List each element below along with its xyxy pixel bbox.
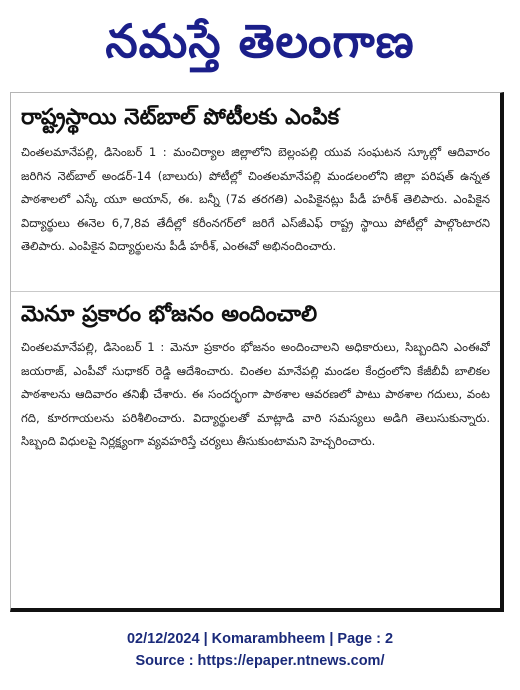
article-body: చింతలమానేపల్లి, డిసెంబర్ 1 : మెనూ ప్రకారం భోజనం అందించాలని అధికారులు, సిబ్బందిని ఎంఈవో జయరాజ్, ఎంపీవో సుధాకర్ రెడ్డి ఆదేశించారు. చింతల మానేపల్లి మండల కేంద్రంలోని కేజీబీవీ బాలికల పాఠశాలను ఆదివారం తనిఖీ చేశారు. ఈ సందర్భంగా పాఠశాల ఆవరణలో పాటు పాఠశాల గదులు, వంట గది, కూరగాయలను పరిశీలించారు. విద్యార్థులతో మాట్లాడి వారి సమస్యలు అడిగి తెలుసుకున్నారు. సిబ్బంది విధులపై నిర్లక్ష్యంగా వ్యవహరిస్తే చర్యలు తీసుకుంటామని హెచ్చరించారు.	[21, 340, 490, 449]
article-menu-food	[11, 292, 500, 526]
article-headline: మెనూ ప్రకారం భోజనం అందించాలి	[21, 302, 318, 327]
article-body: చింతలమానేపల్లి, డిసెంబర్ 1 : మంచిర్యాల జిల్లాలోని బెల్లంపల్లి యువ సంఘటన స్కూల్లో ఆదివారం జరిగిన నెట్‌బాల్ అండర్-14 (బాలురు) పోటీల్లో చింతలమానేపల్లి మండలంలోని జిల్లా పరిషత్ ఉన్నత పాఠశాలలో ఎస్కే యూ అయాన్, ఈ. బన్నీ (7వ తరగతి) ఎంపికైనట్లు పీడీ హరీశ్ తెలిపారు. ఎంపికైన విద్యార్థులు ఈనెల 6,7,8వ తేదీల్లో కరీంనగర్‌లో జరిగే ఎస్‌జీఎఫ్ రాష్ట్ర స్థాయి పోటీల్లో పాల్గొంటారని తెలిపారు. ఎంపికైన విద్యార్థులను పీడీ హరీశ్, ఎంఈవో అభినందించారు.	[21, 145, 490, 254]
news-clipping	[10, 92, 504, 612]
masthead	[0, 0, 520, 82]
article-netball-selection	[11, 93, 500, 283]
footer-source-link[interactable]: Source : https://epaper.ntnews.com/	[135, 653, 385, 669]
page-footer	[0, 628, 520, 672]
newspaper-logo-title: నమస్తే తెలంగాణ	[105, 14, 415, 68]
footer-date-edition-page: 02/12/2024 | Komarambheem | Page : 2	[126, 631, 394, 647]
article-headline: రాష్ట్రస్థాయి నెట్‌బాల్ పోటీలకు ఎంపిక	[21, 105, 340, 130]
